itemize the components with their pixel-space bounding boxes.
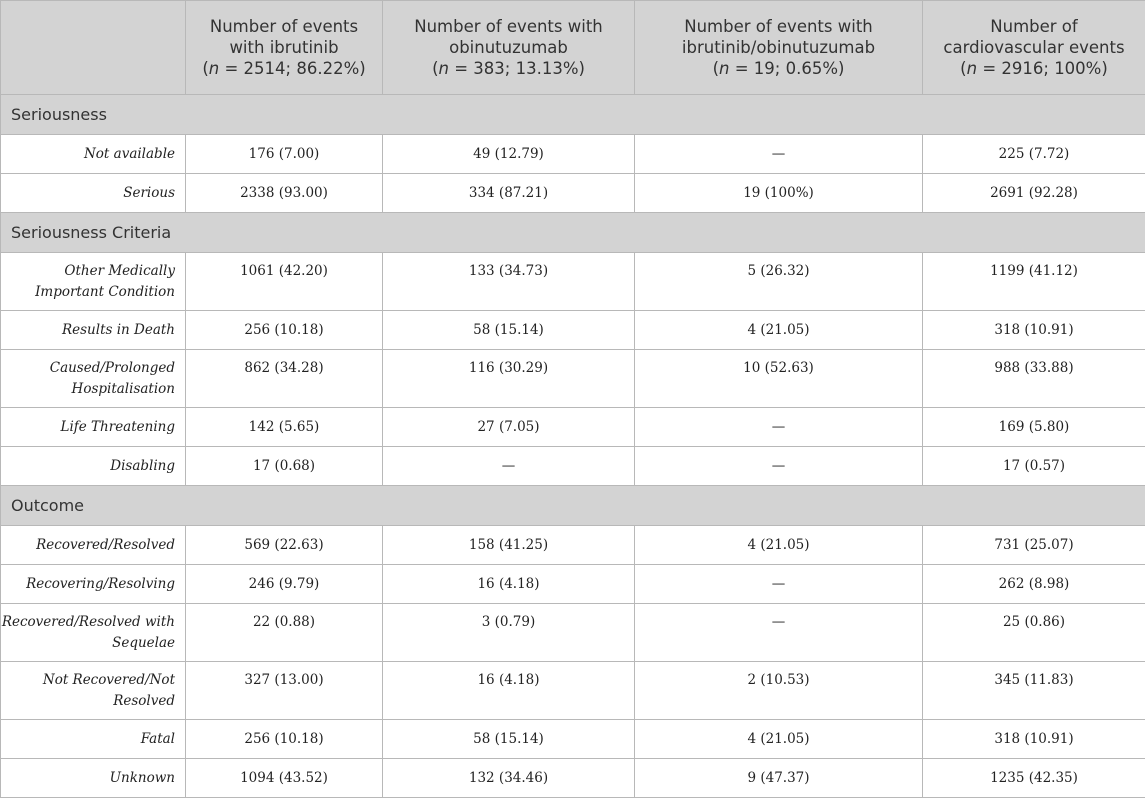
cell-value: 49 (12.79) — [383, 135, 635, 174]
table-row — [1, 253, 1145, 311]
section-title: Outcome — [1, 486, 1145, 526]
cell-value: 225 (7.72) — [923, 135, 1145, 174]
cell-value: 262 (8.98) — [923, 565, 1145, 604]
row-label-line: Hospitalisation — [71, 381, 175, 397]
cell-value: 731 (25.07) — [923, 526, 1145, 565]
cell-value: 132 (34.46) — [383, 759, 635, 798]
row-label-line: Important Condition — [35, 284, 175, 300]
cell-value: 2338 (93.00) — [186, 174, 383, 213]
cell-value: 2691 (92.28) — [923, 174, 1145, 213]
row-label — [1, 350, 186, 408]
row-label: Life Threatening — [1, 408, 186, 447]
table-row — [1, 350, 1145, 408]
cell-value: 334 (87.21) — [383, 174, 635, 213]
cell-value: 19 (100%) — [635, 174, 923, 213]
table-row — [1, 662, 1145, 720]
row-label-line: Resolved — [113, 693, 175, 709]
table-row — [1, 408, 1145, 447]
row-label: Unknown — [1, 759, 186, 798]
section-header-row — [1, 486, 1145, 526]
row-label — [1, 253, 186, 311]
header-obinutuzumab: Number of events with obinutuzumab (n = 383; 13.13%) — [383, 1, 635, 95]
cell-value: 22 (0.88) — [186, 604, 383, 662]
cell-value: 318 (10.91) — [923, 720, 1145, 759]
cell-value: 5 (26.32) — [635, 253, 923, 311]
cell-value: 256 (10.18) — [186, 720, 383, 759]
cell-value: 256 (10.18) — [186, 311, 383, 350]
table-row — [1, 311, 1145, 350]
row-label: Serious — [1, 174, 186, 213]
cell-value: 4 (21.05) — [635, 311, 923, 350]
row-label: Results in Death — [1, 311, 186, 350]
cell-value: 4 (21.05) — [635, 526, 923, 565]
cell-value: 116 (30.29) — [383, 350, 635, 408]
cell-value: 16 (4.18) — [383, 662, 635, 720]
cell-value: 25 (0.86) — [923, 604, 1145, 662]
cell-value: 569 (22.63) — [186, 526, 383, 565]
cell-value: 1061 (42.20) — [186, 253, 383, 311]
cell-value: 246 (9.79) — [186, 565, 383, 604]
section-title: Seriousness Criteria — [1, 213, 1145, 253]
cell-value: 1094 (43.52) — [186, 759, 383, 798]
cell-value: 176 (7.00) — [186, 135, 383, 174]
table-row — [1, 174, 1145, 213]
section-header-row — [1, 95, 1145, 135]
row-label: Not available — [1, 135, 186, 174]
cell-value: — — [635, 565, 923, 604]
row-label: Fatal — [1, 720, 186, 759]
row-label — [1, 604, 186, 662]
row-label-line: Not Recovered/Not — [42, 672, 175, 688]
cell-value: 327 (13.00) — [186, 662, 383, 720]
cell-value: 4 (21.05) — [635, 720, 923, 759]
cell-value: 2 (10.53) — [635, 662, 923, 720]
cell-value: — — [635, 604, 923, 662]
table-row — [1, 604, 1145, 662]
header-row — [1, 1, 1145, 95]
cell-value: 3 (0.79) — [383, 604, 635, 662]
cell-value: 58 (15.14) — [383, 311, 635, 350]
cell-value: 133 (34.73) — [383, 253, 635, 311]
header-ibrutinib: Number of events with ibrutinib (n = 2514; 86.22%) — [186, 1, 383, 95]
row-label: Recovering/Resolving — [1, 565, 186, 604]
section-title: Seriousness — [1, 95, 1145, 135]
header-corner — [1, 1, 186, 95]
cell-value: — — [635, 408, 923, 447]
row-label: Disabling — [1, 447, 186, 486]
cell-value: 27 (7.05) — [383, 408, 635, 447]
cell-value: 345 (11.83) — [923, 662, 1145, 720]
cell-value: 142 (5.65) — [186, 408, 383, 447]
row-label-line: Caused/Prolonged — [49, 360, 175, 376]
row-label-line: Sequelae — [112, 635, 175, 651]
header-combination: Number of events with ibrutinib/obinutuzumab (n = 19; 0.65%) — [635, 1, 923, 95]
table-row — [1, 759, 1145, 798]
cell-value: 10 (52.63) — [635, 350, 923, 408]
cell-value: 318 (10.91) — [923, 311, 1145, 350]
cell-value: 58 (15.14) — [383, 720, 635, 759]
header-cardiovascular-total: Number of cardiovascular events (n = 2916; 100%) — [923, 1, 1145, 95]
cell-value: 16 (4.18) — [383, 565, 635, 604]
row-label: Recovered/Resolved — [1, 526, 186, 565]
section-header-row — [1, 213, 1145, 253]
table-row — [1, 526, 1145, 565]
cell-value: 17 (0.68) — [186, 447, 383, 486]
cell-value: 1199 (41.12) — [923, 253, 1145, 311]
cell-value: 1235 (42.35) — [923, 759, 1145, 798]
table-row — [1, 565, 1145, 604]
cell-value: 862 (34.28) — [186, 350, 383, 408]
cell-value: — — [383, 447, 635, 486]
table-row — [1, 135, 1145, 174]
table-row — [1, 720, 1145, 759]
row-label-line: Recovered/Resolved with — [1, 614, 175, 630]
cell-value: 169 (5.80) — [923, 408, 1145, 447]
row-label — [1, 662, 186, 720]
cell-value: 988 (33.88) — [923, 350, 1145, 408]
cell-value: 17 (0.57) — [923, 447, 1145, 486]
cell-value: 158 (41.25) — [383, 526, 635, 565]
table-body — [1, 95, 1145, 798]
cell-value: — — [635, 135, 923, 174]
cell-value: — — [635, 447, 923, 486]
row-label-line: Other Medically — [64, 263, 175, 279]
cell-value: 9 (47.37) — [635, 759, 923, 798]
table-row — [1, 447, 1145, 486]
